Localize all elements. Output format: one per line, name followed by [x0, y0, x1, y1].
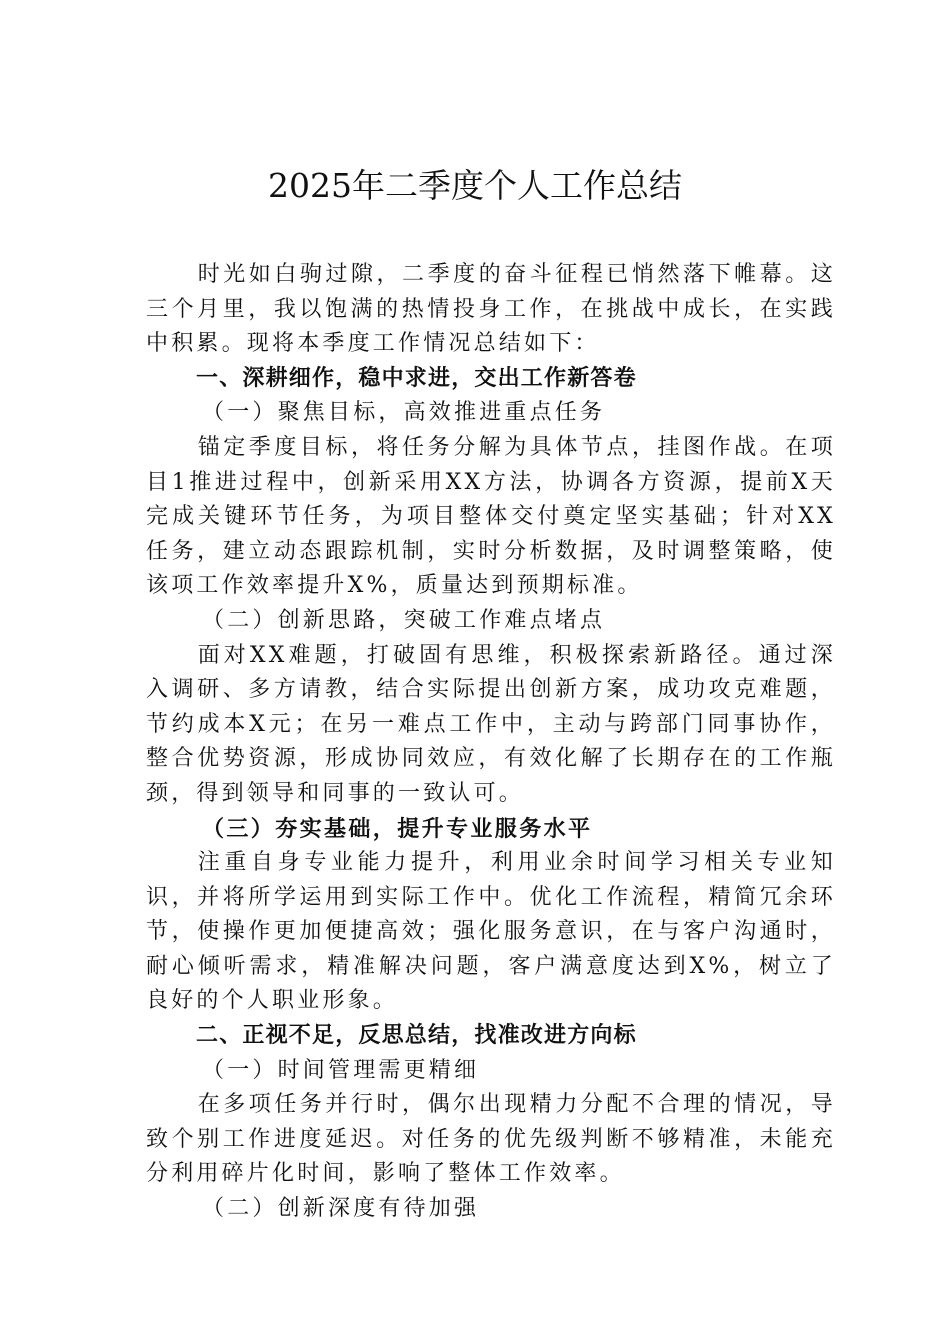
- subsection-heading-2-2: （二）创新深度有待加强: [202, 1196, 480, 1222]
- subsection-heading-2-1: （一）时间管理需更精细: [202, 1057, 480, 1083]
- document-body: [146, 258, 836, 1227]
- section-heading-1: 一、深耕细作，稳中求进，交出工作新答卷: [196, 365, 637, 391]
- subsection-heading-1-1: （一）聚焦目标，高效推进重点任务: [202, 400, 606, 426]
- subsection-paragraph-1-1: 锚定季度目标，将任务分解为具体节点，挂图作战。在项目1推进过程中，创新采用XX方法，协调各方资源，提前X天完成关键环节任务，为项目整体交付奠定坚实基础；针对XX任务，建立动态跟踪机制，实时分析数据，及时调整策略，使该项工作效率提升X%，质量达到预期标准。: [146, 434, 836, 599]
- subsection-paragraph-2-1: 在多项任务并行时，偶尔出现精力分配不合理的情况，导致个别工作进度延迟。对任务的优先级判断不够精准，未能充分利用碎片化时间，影响了整体工作效率。: [146, 1092, 836, 1187]
- subsection-heading-1-3: （三）夯实基础，提升专业服务水平: [202, 815, 593, 842]
- subsection-paragraph-1-2: 面对XX难题，打破固有思维，积极探索新路径。通过深入调研、多方请教，结合实际提出创新方案，成功攻克难题，节约成本X元；在另一难点工作中，主动与跨部门同事协作，整合优势资源，形成协同效应，有效化解了长期存在的工作瓶颈，得到领导和同事的一致认可。: [146, 642, 836, 806]
- subsection-heading-1-2: （二）创新思路，突破工作难点堵点: [202, 607, 606, 633]
- document-title: 2025年二季度个人工作总结: [268, 166, 682, 205]
- subsection-paragraph-1-3: 注重自身专业能力提升，利用业余时间学习相关专业知识，并将所学运用到实际工作中。优化工作流程，精简冗余环节，使操作更加便捷高效；强化服务意识，在与客户沟通时，耐心倾听需求，精准解决问题，客户满意度达到X%，树立了良好的个人职业形象。: [146, 850, 836, 1014]
- intro-paragraph: 时光如白驹过隙，二季度的奋斗征程已悄然落下帷幕。这三个月里，我以饱满的热情投身工作，在挑战中成长，在实践中积累。现将本季度工作情况总结如下：: [146, 262, 836, 357]
- section-heading-2: 二、正视不足，反思总结，找准改进方向标: [196, 1023, 637, 1049]
